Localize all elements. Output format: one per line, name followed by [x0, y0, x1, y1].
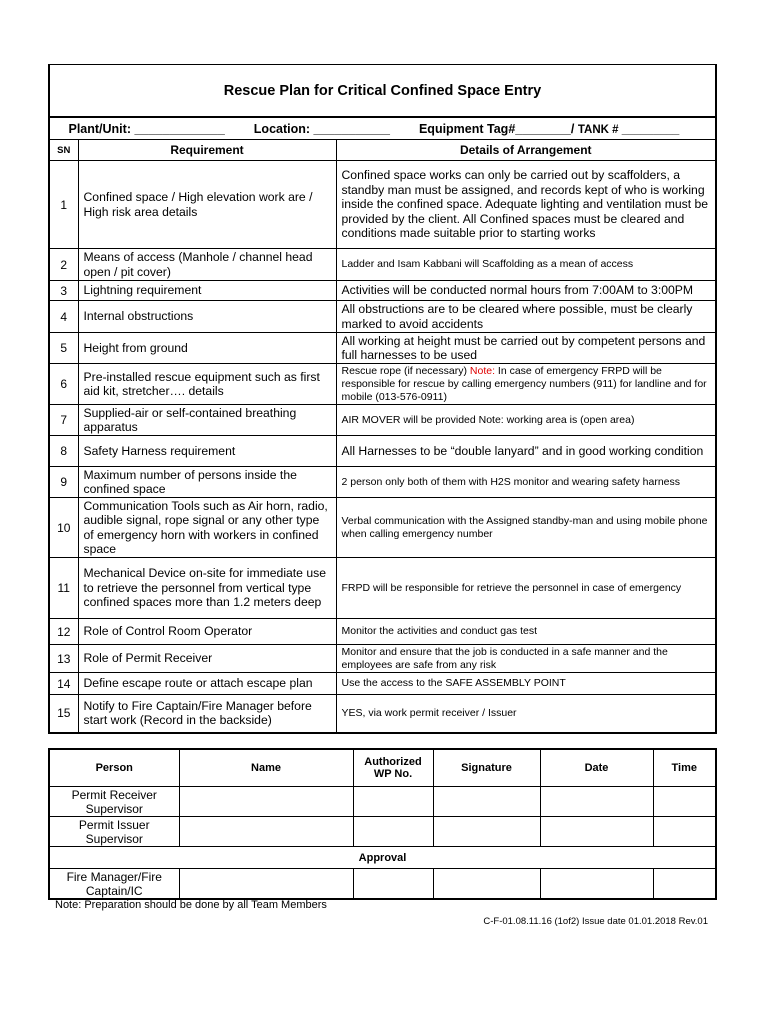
- table-row: [49, 301, 716, 333]
- signature-field[interactable]: [433, 869, 540, 900]
- row-details: Monitor and ensure that the job is conducted in a safe manner and the employees are safe from any risk: [336, 645, 716, 673]
- header-sn: SN: [49, 140, 78, 161]
- date-field[interactable]: [540, 869, 653, 900]
- row-details: All working at height must be carried out by competent persons and full harnesses to be used: [336, 333, 716, 364]
- row-sn: 9: [49, 467, 78, 498]
- header-details: Details of Arrangement: [336, 140, 716, 161]
- row-requirement: Pre-installed rescue equipment such as first aid kit, stretcher…. details: [78, 364, 336, 405]
- requirements-table: [48, 64, 717, 734]
- approval-label: Approval: [49, 847, 716, 869]
- table-row: [49, 673, 716, 695]
- time-field[interactable]: [653, 817, 716, 847]
- fire-manager-label: Fire Manager/Fire Captain/IC: [49, 869, 179, 900]
- time-field[interactable]: [653, 869, 716, 900]
- row-details: YES, via work permit receiver / Issuer: [336, 695, 716, 733]
- row-sn: 14: [49, 673, 78, 695]
- permit-issuer-label: Permit Issuer Supervisor: [49, 817, 179, 847]
- row-sn: 4: [49, 301, 78, 333]
- document-number: C-F-01.08.11.16 (1of2) Issue date 01.01.2018 Rev.01: [483, 916, 708, 927]
- row-sn: 5: [49, 333, 78, 364]
- row-sn: 3: [49, 281, 78, 301]
- row-details: Activities will be conducted normal hours from 7:00AM to 3:00PM: [336, 281, 716, 301]
- rescue-plan-form: [48, 64, 715, 734]
- row-sn: 10: [49, 498, 78, 558]
- form-title: Rescue Plan for Critical Confined Space Entry: [49, 65, 716, 118]
- details-note-label: Note:: [469, 364, 495, 377]
- row-sn: 1: [49, 161, 78, 249]
- time-field[interactable]: [653, 787, 716, 817]
- name-field[interactable]: [179, 787, 353, 817]
- row-sn: 7: [49, 405, 78, 436]
- wp-no-field[interactable]: [353, 869, 433, 900]
- row-requirement: Lightning requirement: [78, 281, 336, 301]
- row-requirement: Role of Permit Receiver: [78, 645, 336, 673]
- row-sn: 15: [49, 695, 78, 733]
- details-text: Rescue rope (if necessary): [341, 364, 470, 377]
- row-requirement: Define escape route or attach escape plan: [78, 673, 336, 695]
- row-details: Verbal communication with the Assigned standby-man and using mobile phone when calling emergency number: [336, 498, 716, 558]
- header-time: Time: [653, 749, 716, 787]
- name-field[interactable]: [179, 817, 353, 847]
- table-row: [49, 405, 716, 436]
- row-requirement: Means of access (Manhole / channel head open / pit cover): [78, 249, 336, 281]
- row-details: [336, 364, 716, 405]
- location-field: Location: ___________: [253, 121, 390, 136]
- row-details: Confined space works can only be carried out by scaffolders, a standby man must be assigned, and records kept of who is working inside the confined space. Adequate lighting and ventilation must be provided by the client. All Confined spaces must be cleared and conditions made suitable prior to starting works: [336, 161, 716, 249]
- date-field[interactable]: [540, 817, 653, 847]
- table-row: [49, 467, 716, 498]
- header-requirement: Requirement: [78, 140, 336, 161]
- header-signature: Signature: [433, 749, 540, 787]
- row-requirement: Height from ground: [78, 333, 336, 364]
- details-text: In case of emergency FRPD will be responsible for rescue by calling emergency numbers (911) for landline and for mobile (013-576-0911): [341, 364, 707, 403]
- row-requirement: Notify to Fire Captain/Fire Manager before start work (Record in the backside): [78, 695, 336, 733]
- row-sn: 8: [49, 436, 78, 467]
- table-row: [49, 558, 716, 619]
- header-wp-no: Authorized WP No.: [353, 749, 433, 787]
- header-person: Person: [49, 749, 179, 787]
- row-details: 2 person only both of them with H2S monitor and wearing safety harness: [336, 467, 716, 498]
- row-sn: 13: [49, 645, 78, 673]
- signature-field[interactable]: [433, 817, 540, 847]
- row-requirement: Communication Tools such as Air horn, radio, audible signal, rope signal or any other type of emergency horn with workers in confined space: [78, 498, 336, 558]
- row-details: All obstructions are to be cleared where possible, must be clearly marked to avoid accidents: [336, 301, 716, 333]
- row-requirement: Supplied-air or self-contained breathing apparatus: [78, 405, 336, 436]
- equipment-tag-field: Equipment Tag#________/: [418, 121, 575, 136]
- table-row: [49, 619, 716, 645]
- plant-unit-field: Plant/Unit: _____________: [68, 121, 225, 136]
- header-date: Date: [540, 749, 653, 787]
- personnel-table: [48, 748, 717, 900]
- personnel-table-wrap: [48, 748, 715, 900]
- tank-field: TANK # _________: [577, 123, 680, 136]
- date-field[interactable]: [540, 787, 653, 817]
- table-row: [49, 161, 716, 249]
- row-requirement: Confined space / High elevation work are / High risk area details: [78, 161, 336, 249]
- row-details: Monitor the activities and conduct gas test: [336, 619, 716, 645]
- signature-field[interactable]: [433, 787, 540, 817]
- row-requirement: Maximum number of persons inside the confined space: [78, 467, 336, 498]
- wp-no-field[interactable]: [353, 817, 433, 847]
- table-row: [49, 364, 716, 405]
- row-sn: 2: [49, 249, 78, 281]
- row-details: Use the access to the SAFE ASSEMBLY POINT: [336, 673, 716, 695]
- row-sn: 11: [49, 558, 78, 619]
- row-requirement: Mechanical Device on-site for immediate use to retrieve the personnel from vertical type confined spaces more than 1.2 meters deep: [78, 558, 336, 619]
- row-details: Ladder and Isam Kabbani will Scaffolding as a mean of access: [336, 249, 716, 281]
- row-requirement: Role of Control Room Operator: [78, 619, 336, 645]
- row-details: FRPD will be responsible for retrieve the personnel in case of emergency: [336, 558, 716, 619]
- footer-note: Note: Preparation should be done by all Team Members: [55, 899, 327, 911]
- row-sn: 12: [49, 619, 78, 645]
- info-row: [49, 117, 716, 140]
- table-row: [49, 645, 716, 673]
- wp-no-field[interactable]: [353, 787, 433, 817]
- table-row: [49, 249, 716, 281]
- row-details: All Harnesses to be “double lanyard” and in good working condition: [336, 436, 716, 467]
- table-row: [49, 695, 716, 733]
- name-field[interactable]: [179, 869, 353, 900]
- table-row: [49, 498, 716, 558]
- row-sn: 6: [49, 364, 78, 405]
- table-row: [49, 281, 716, 301]
- table-row: [49, 333, 716, 364]
- header-name: Name: [179, 749, 353, 787]
- row-requirement: Internal obstructions: [78, 301, 336, 333]
- row-details: AIR MOVER will be provided Note: working area is (open area): [336, 405, 716, 436]
- permit-receiver-label: Permit Receiver Supervisor: [49, 787, 179, 817]
- table-row: [49, 436, 716, 467]
- row-requirement: Safety Harness requirement: [78, 436, 336, 467]
